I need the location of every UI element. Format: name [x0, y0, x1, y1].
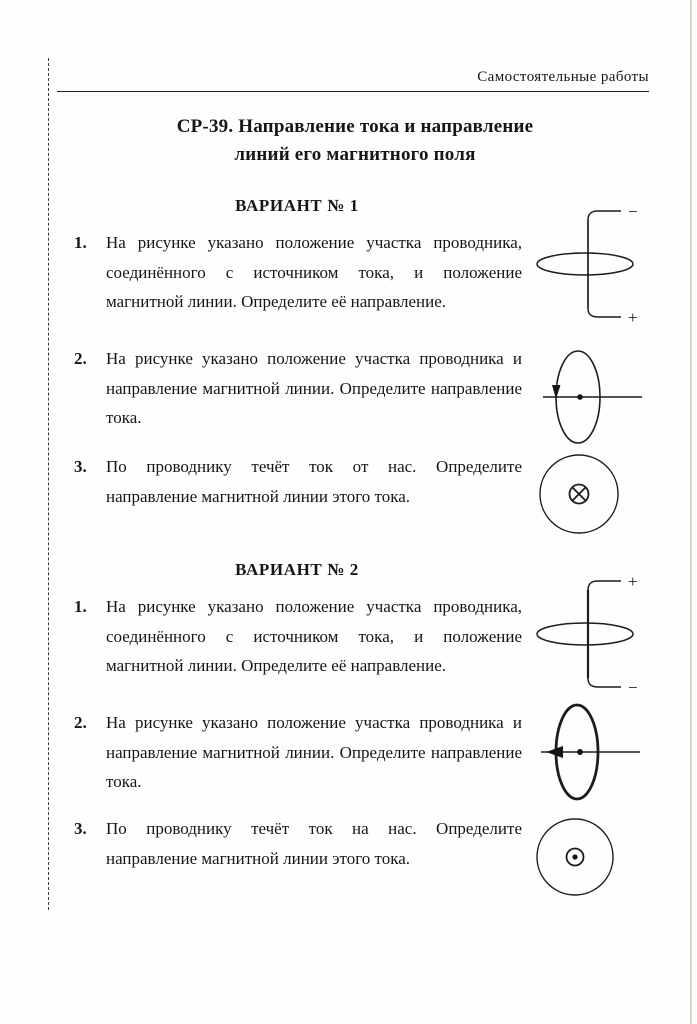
magnetic-line-diagram	[540, 702, 642, 802]
worksheet-title	[110, 113, 600, 169]
circuit-diagram	[533, 570, 663, 698]
figure-magnetic-line-around-conductor-variant2	[540, 702, 642, 807]
task-text: На рисунке указано положение участка проводника и направление магнитной линии. Определите направление тока.	[106, 713, 522, 792]
task-number: 2.	[74, 349, 87, 368]
task-text: По проводнику течёт ток от нас. Определите направление магнитной линии этого тока.	[106, 457, 522, 506]
figure-conductor-with-source-variant2	[533, 570, 663, 703]
top-lead-wire	[588, 581, 621, 590]
top-terminal-label: −	[628, 202, 638, 221]
variant2-task1	[72, 592, 522, 681]
task-text: На рисунке указано положение участка проводника, соединённого с источником тока, и положение магнитной линии. Определите её направление.	[106, 233, 522, 312]
running-header: Самостоятельные работы	[477, 69, 649, 85]
magnetic-line-ellipse	[537, 253, 633, 275]
task-text: На рисунке указано положение участка проводника, соединённого с источником тока, и положение магнитной линии. Определите её направление.	[106, 597, 522, 676]
variant2-task2	[72, 708, 522, 797]
scan-page-edge	[690, 0, 692, 1024]
task-number: 1.	[74, 233, 87, 252]
task-number: 1.	[74, 597, 87, 616]
figure-conductor-with-source-variant1	[533, 200, 663, 333]
task-text: По проводнику течёт ток на нас. Определите направление магнитной линии этого тока.	[106, 819, 522, 868]
worksheet-title-line1: СР-39. Направление тока и направление	[176, 116, 534, 137]
binding-dashed-line	[48, 58, 49, 910]
bottom-terminal-label: +	[628, 308, 638, 327]
task-number: 3.	[74, 819, 87, 838]
variant-2-heading: ВАРИАНТ № 2	[235, 560, 359, 579]
field-direction-arrowhead	[546, 746, 563, 758]
current-cross-section-diagram	[537, 452, 621, 536]
bottom-lead-wire	[588, 308, 621, 317]
variant1-task3	[72, 452, 522, 511]
bottom-terminal-label: −	[628, 678, 638, 697]
top-terminal-label: +	[628, 572, 638, 591]
conductor-point-dot	[577, 749, 583, 755]
header-rule	[57, 91, 649, 92]
figure-magnetic-line-around-conductor-variant1	[542, 348, 644, 451]
top-lead-wire	[588, 211, 621, 220]
variant2-task3	[72, 814, 522, 873]
variant-1-heading: ВАРИАНТ № 1	[235, 196, 359, 215]
task-number: 3.	[74, 457, 87, 476]
magnetic-line-diagram	[542, 348, 644, 446]
circuit-diagram	[533, 200, 663, 328]
figure-current-out-of-page-variant2	[534, 816, 616, 903]
conductor-point-dot	[577, 394, 583, 400]
magnetic-line-ellipse	[537, 623, 633, 645]
task-number: 2.	[74, 713, 87, 732]
bottom-lead-wire	[588, 678, 621, 687]
current-cross-section-diagram	[534, 816, 616, 898]
variant1-task2	[72, 344, 522, 433]
worksheet-title-line2: линий его магнитного поля	[234, 144, 476, 166]
figure-current-into-page-variant1	[537, 452, 621, 541]
task-text: На рисунке указано положение участка проводника и направление магнитной линии. Определите направление тока.	[106, 349, 522, 428]
variant1-task1	[72, 228, 522, 317]
out-of-page-dot-icon	[572, 854, 577, 859]
